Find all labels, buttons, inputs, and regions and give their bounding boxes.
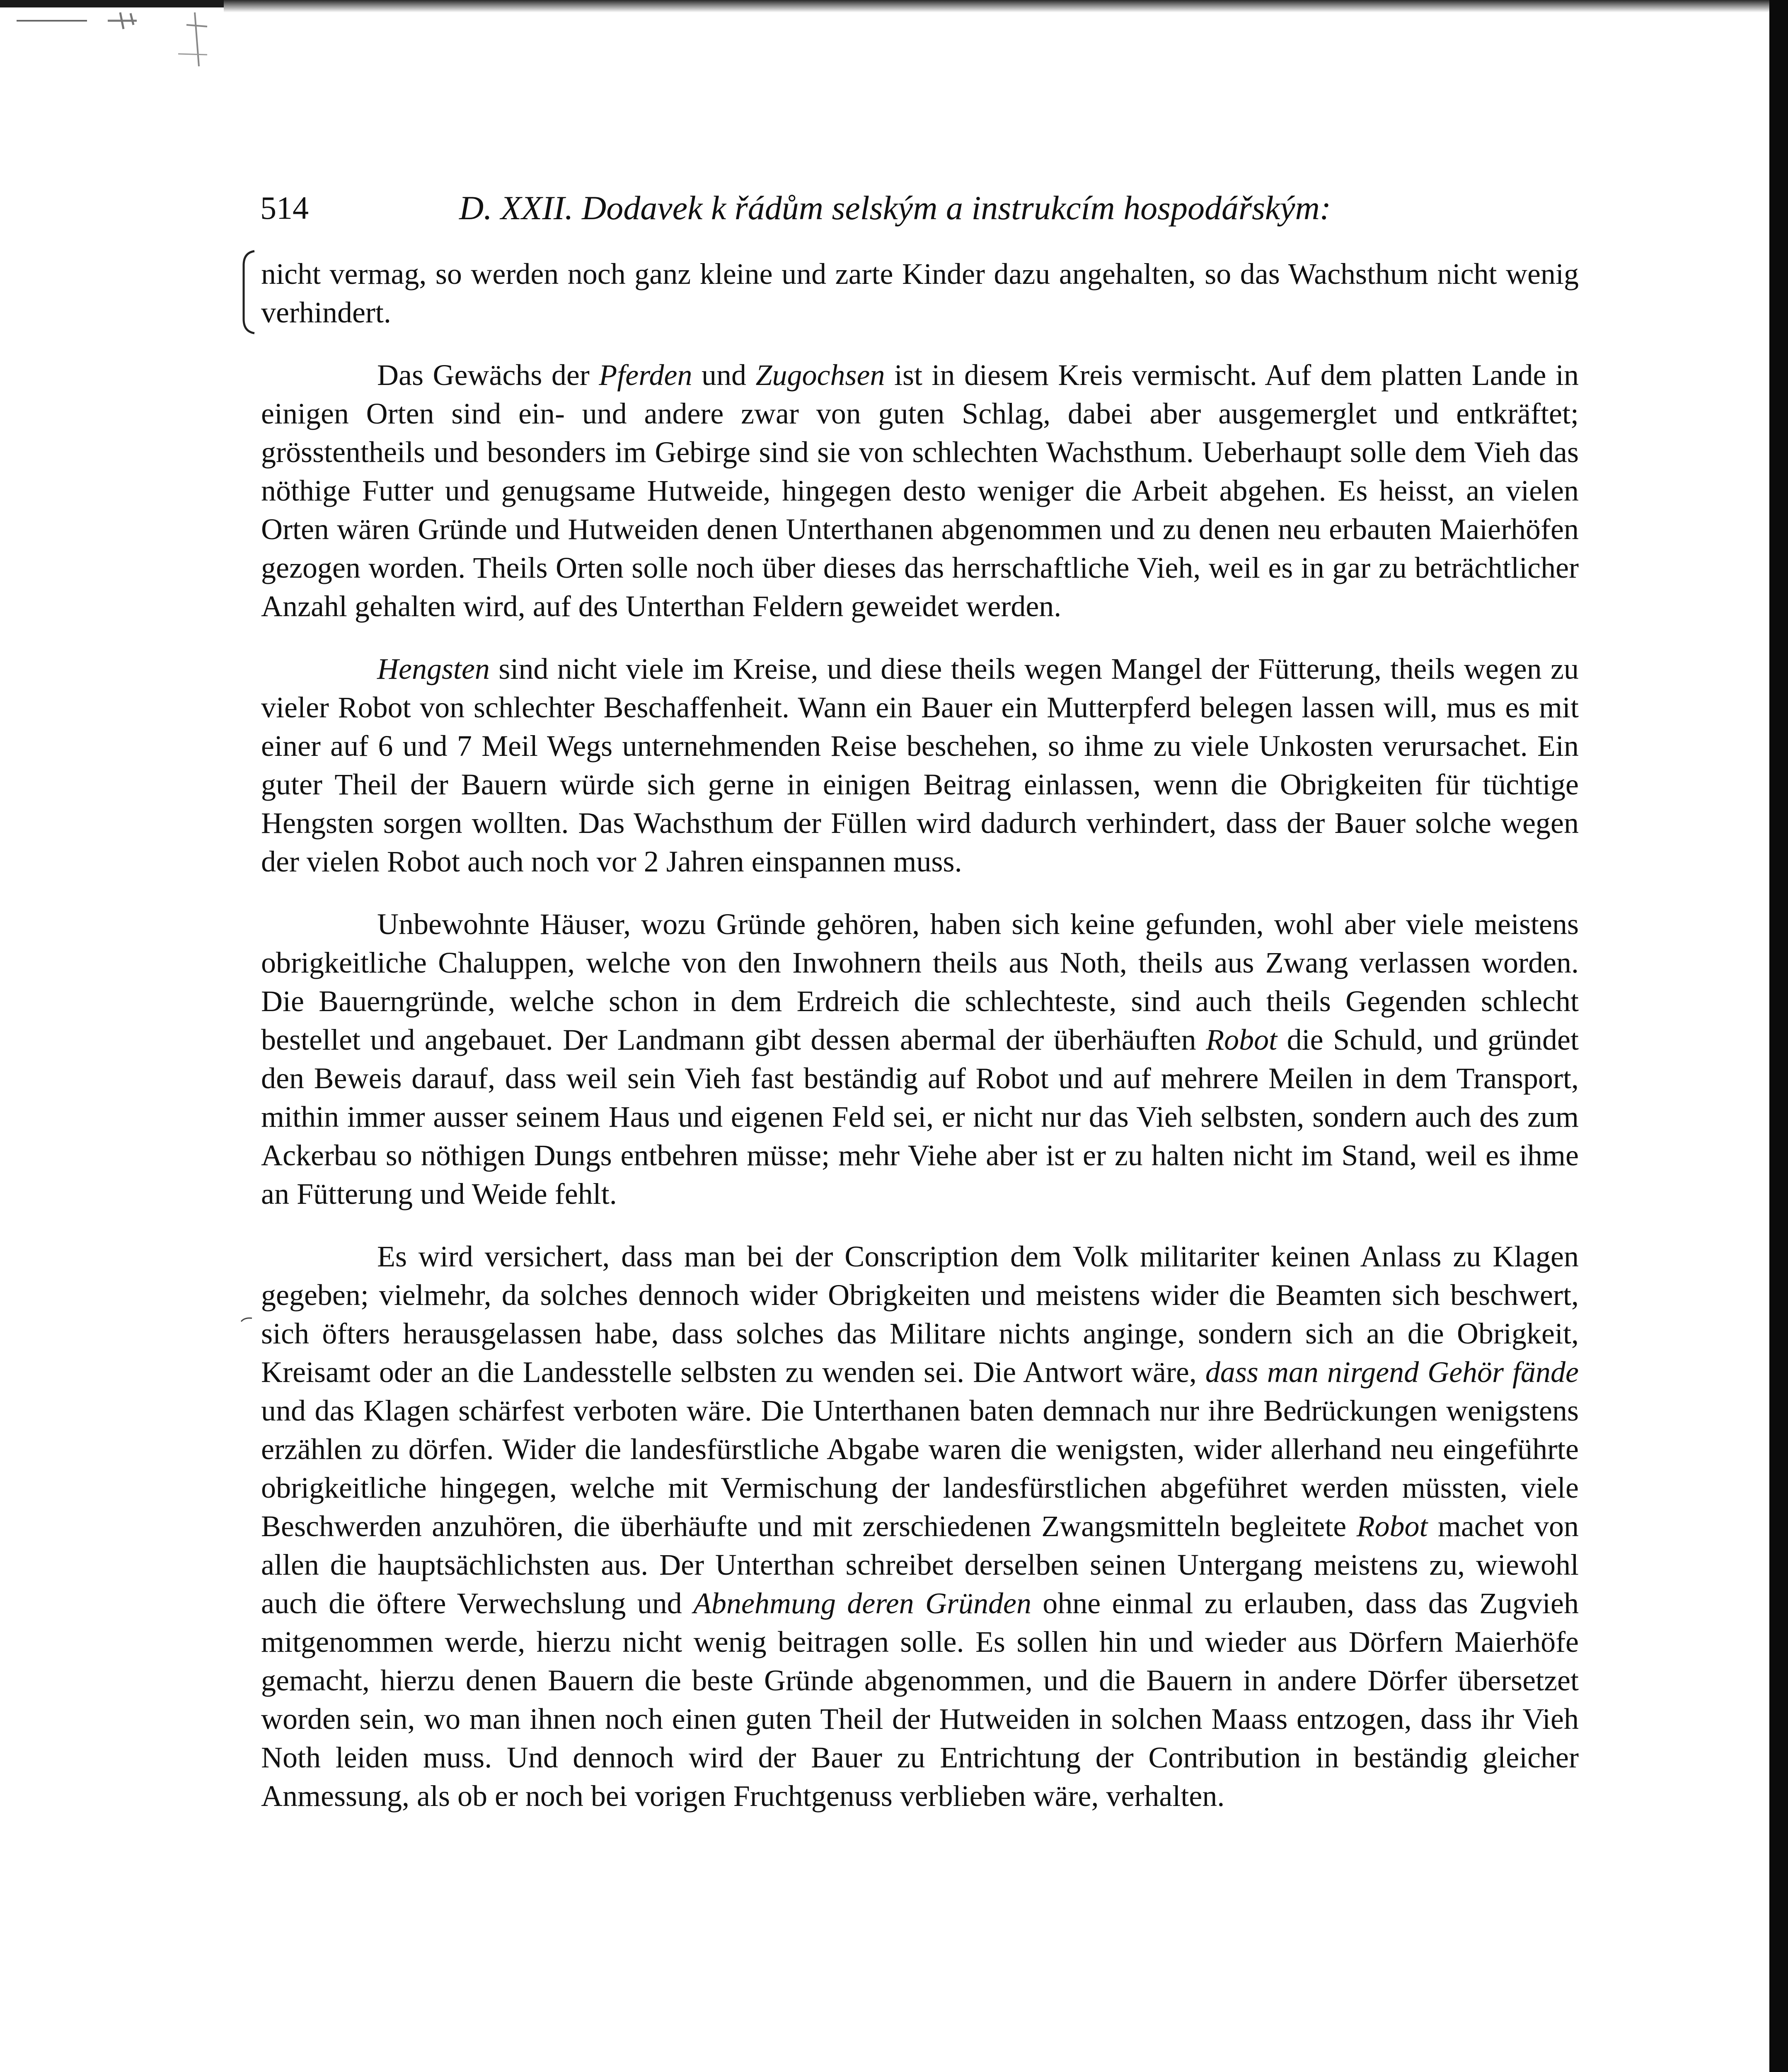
page-header	[260, 179, 1640, 237]
text-segment: ohne einmal zu erlauben, dass das Zugvieh mitgenommen werde, hierzu nicht wenig beitragen solle. Es sollen hin und wieder aus Dörfern Maierhöfe gemacht, hierzu denen Bauern die beste Gründe abgenommen, und die Bauern in andere Dörfer übersetzet worden sein, wo man ihnen noch einen guten Theil der Hutweiden in solchen Maass entzogen, dass ihr Vieh Noth leiden muss. Und dennoch wird der Bauer zu Entrichtung der Contribution in beständig gleicher Anmessung, als ob er noch bei vorigen Fruchtgenuss verblieben wäre, verhalten.	[261, 1587, 1579, 1813]
text-segment: machet von allen die hauptsächlichsten aus. Der Unterthan schreibet derselben seinen Untergang meistens zu, wiewohl auch die öftere Verwechslung und	[261, 1510, 1579, 1620]
paragraph	[261, 905, 1579, 1213]
text-segment: und	[692, 358, 756, 392]
emphasized-text: Robot	[1206, 1023, 1277, 1056]
margin-tick-mark	[240, 1316, 253, 1324]
paragraph	[261, 1237, 1579, 1815]
text-segment: die Schuld, und gründet den Beweis darauf, dass weil sein Vieh fast beständig auf Robot und auf mehrere Meilen in dem Transport, mithin immer ausser seinem Haus und eigenen Feld sei, er nicht nur das Vieh selbsten, sondern auch des zum Ackerbau so nöthigen Dungs entbehren müsse; mehr Viehe aber ist er zu halten nicht im Stand, weil es ihme an Fütterung und Weide fehlt.	[261, 1023, 1579, 1210]
emphasized-text: Robot	[1356, 1510, 1428, 1543]
text-segment: ist in diesem Kreis vermischt. Auf dem platten Lande in einigen Orten sind ein- und andere zwar von guten Schlag, dabei aber ausgemerglet und entkräftet; grösstentheils und besonders im Gebirge sind sie von schlechten Wachsthum. Ueberhaupt solle dem Vieh das nöthige Futter und genugsame Hutweide, hingegen desto weniger die Arbeit abgehen. Es heisst, an vielen Orten wären Gründe und Hutweiden denen Unterthanen abgenommen und zu denen neu erbauten Maierhöfen gezogen worden. Theils Orten solle noch über dieses das herrschaftliche Vieh, weil es in gar zu beträchtlicher Anzahl gehalten wird, auf des Unterthan Feldern geweidet werden.	[261, 358, 1579, 623]
text-segment: Das Gewächs der	[377, 358, 599, 392]
text-segment: Es wird versichert, dass man bei der Conscription dem Volk militariter keinen Anlass zu Klagen gegeben; vielmehr, da solches dennoch wider Obrigkeiten und meistens wider die Beamten sich beschwert, sich öfters herausgelassen habe, dass solches das Militare nichts anginge, sondern sich an die Obrigkeit, Kreisamt oder an die Landesstelle selbsten zu wenden sei. Die Antwort wäre,	[261, 1240, 1579, 1389]
margin-bracket-mark	[240, 249, 257, 336]
emphasized-text: Hengsten	[377, 652, 490, 685]
body-text	[261, 255, 1579, 1840]
emphasized-text: dass man nirgend Gehör fände	[1205, 1356, 1579, 1389]
paragraph	[261, 255, 1579, 332]
emphasized-text: Zugochsen	[755, 358, 885, 392]
text-segment: Unbewohnte Häuser, wozu Gründe gehören, haben sich keine gefunden, wohl aber viele meistens obrigkeitliche Chaluppen, welche von den Inwohnern theils aus Noth, theils aus Zwang verlassen worden. Die Bauerngründe, welche schon in dem Erdreich die schlechteste, sind auch theils Gegenden schlecht bestellet und angebauet. Der Landmann gibt dessen abermal der überhäuften	[261, 908, 1579, 1056]
text-segment: nicht vermag, so werden noch ganz kleine und zarte Kinder dazu angehalten, so das Wachsthum nicht wenig verhindert.	[261, 257, 1579, 329]
running-title: D. XXII. Dodavek k řádům selským a instrukcím hospodářským:	[459, 189, 1331, 227]
text-segment: und das Klagen schärfest verboten wäre. Die Unterthanen baten demnach nur ihre Bedrückungen wenigstens erzählen zu dörfen. Wider die landesfürstliche Abgabe waren die wenigsten, wider allerhand neu eingeführte obrigkeitliche hingegen, welche mit Vermischung der landesfürstlichen abgeführet werden müssten, viele Beschwerden anzuhören, die überhäufte und mit zerschiedenen Zwangsmitteln begleitete	[261, 1394, 1579, 1543]
emphasized-text: Pferden	[599, 358, 692, 392]
paragraph	[261, 650, 1579, 881]
page-number: 514	[260, 190, 309, 226]
emphasized-text: Abnehmung deren Gründen	[693, 1587, 1031, 1620]
text-segment: sind nicht viele im Kreise, und diese theils wegen Mangel der Fütterung, theils wegen zu vieler Robot von schlechter Beschaffenheit. Wann ein Bauer ein Mutterpferd belegen lassen will, mus es mit einer auf 6 und 7 Meil Wegs unternehmenden Reise beschehen, so ihme zu viele Unkosten verursachet. Ein guter Theil der Bauern würde sich gerne in einigen Beitrag einlassen, wenn die Obrigkeiten für tüchtige Hengsten sorgen wollten. Das Wachsthum der Füllen wird dadurch verhindert, dass der Bauer solche wegen der vielen Robot auch noch vor 2 Jahren einspannen muss.	[261, 652, 1579, 878]
paragraph	[261, 356, 1579, 626]
